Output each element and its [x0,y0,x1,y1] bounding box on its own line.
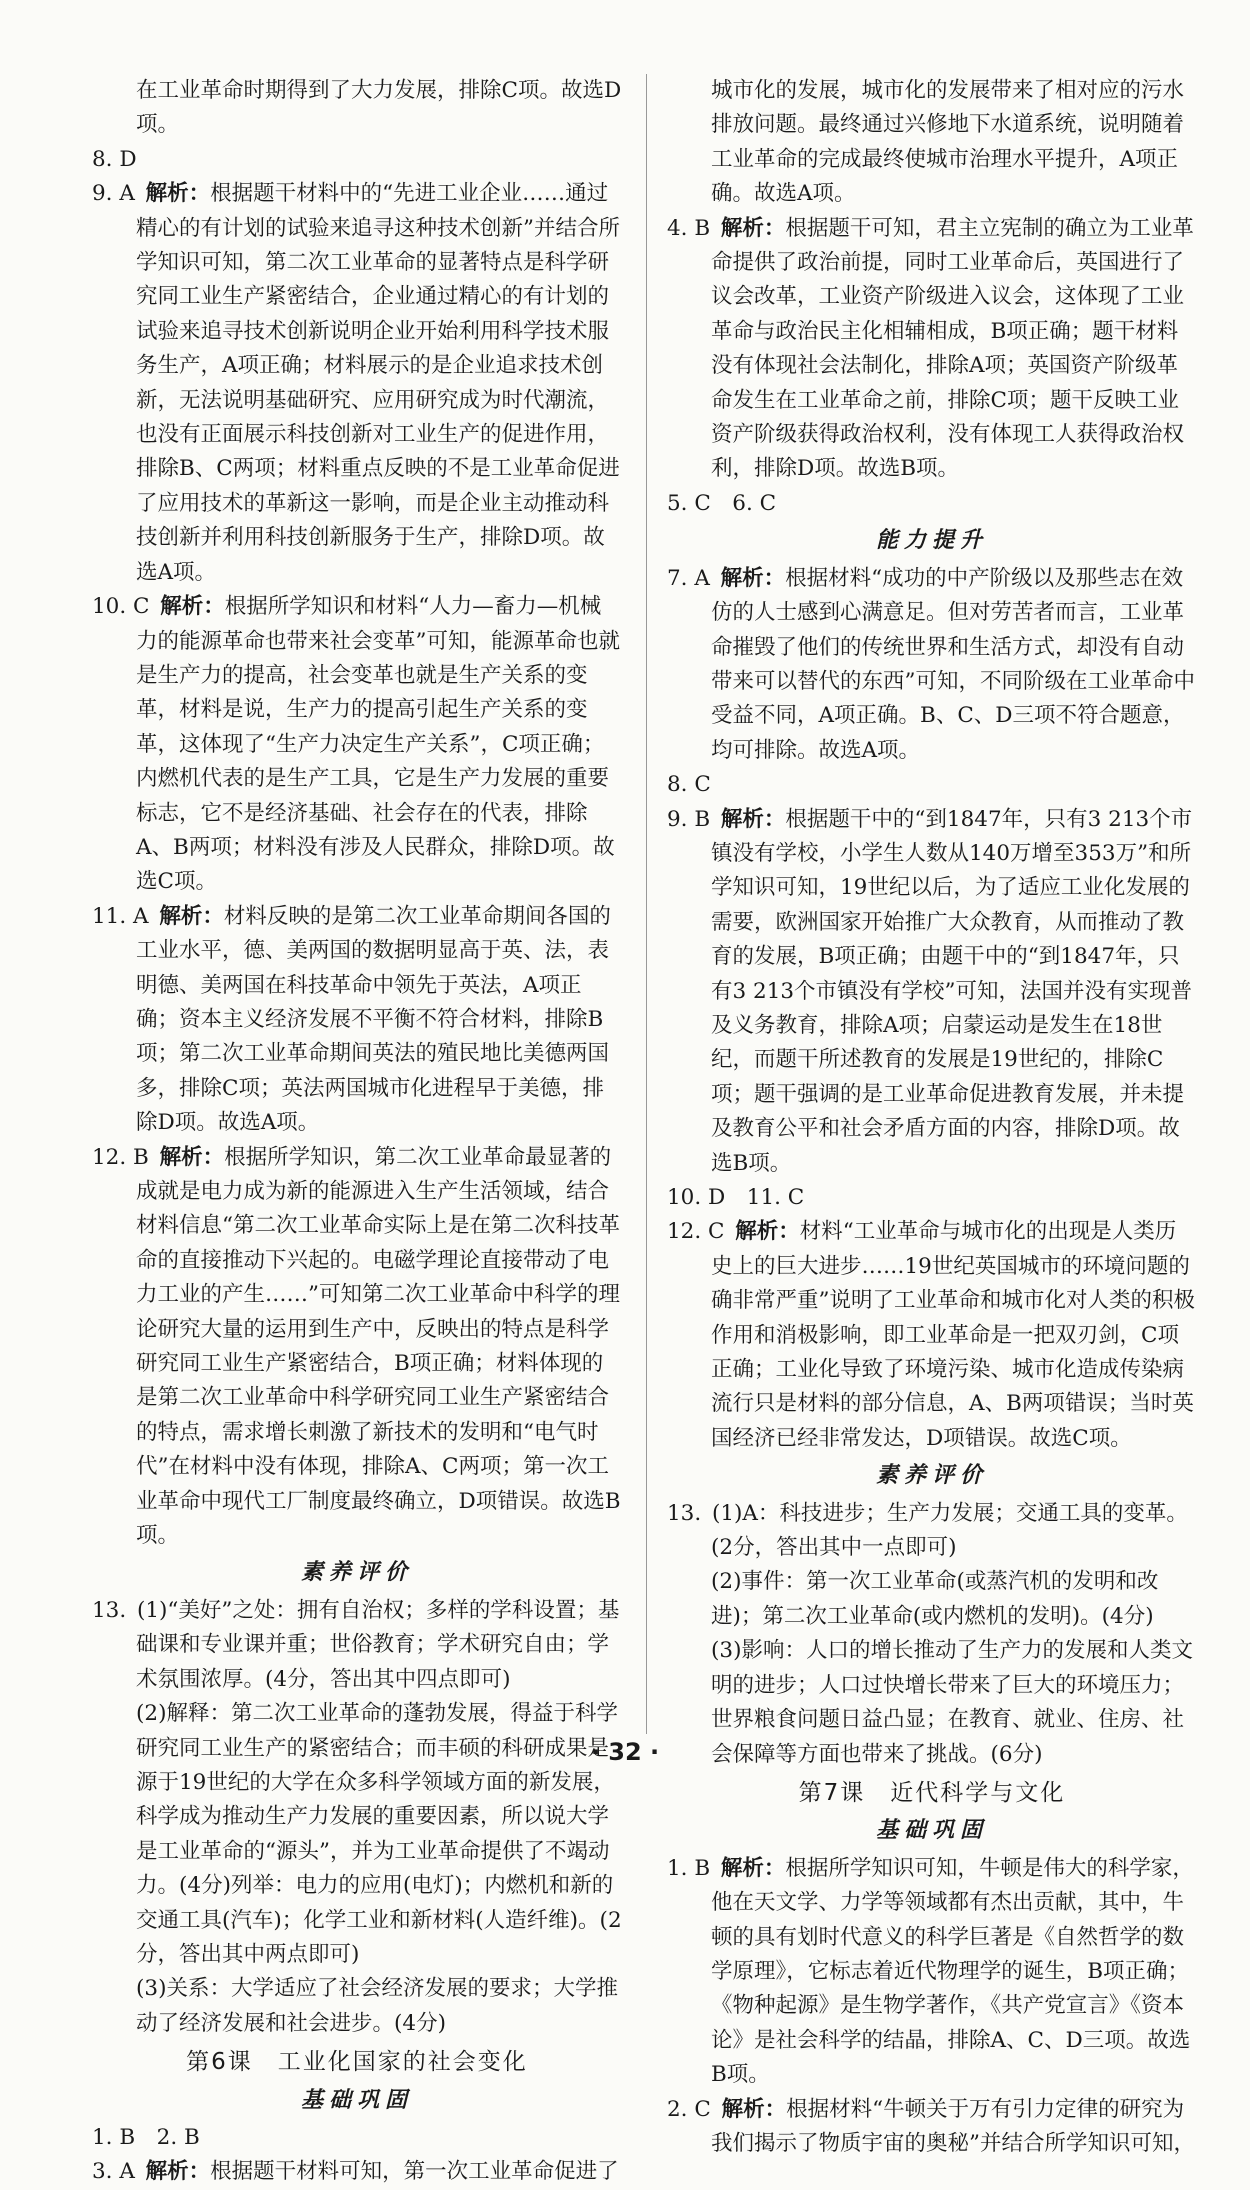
analysis-label: 解析： [145,181,211,207]
section-heading: 素养评价 [300,1560,413,1586]
analysis-label: 解析： [160,594,225,620]
analysis-label: 解析： [720,565,786,591]
answer-text: 材料反映的是第二次工业革命期间各国的工业水平，德、美两国的数据明显高于英、法，表明德、美两国在科技革命中领先于英法，A项正确；资本主义经济发展不平衡不符合材料，排除B项；第二次工业革命期间英法的殖民地比美德两国多，排除C项；英法两国城市化进程早于美德，排除D项。故选A项。 [136,903,611,1136]
analysis-label: 解析： [720,215,786,241]
answer-number: 12. B [92,1144,149,1170]
answer-number: 9. A [92,181,135,207]
answer-number: 3. A [92,2159,135,2185]
answer-text: 根据题干材料可知，第一次工业革命促进了 [210,2159,619,2185]
answer-number: 2. C [667,2096,711,2122]
answer-subpart: (2)解释：第二次工业革命的蓬勃发展，得益于科学研究同工业生产的紧密结合；而丰硕的科研成果是源于19世纪的大学在众多科学领域方面的新发展，科学成为推动生产力发展的重要因素，所以说大学是工业革命的“源头”，并为工业革命提供了不竭动力。(4分)列举：电力的应用(电灯)；内燃机和新的交通工具(汽车)；化学工业和新材料(人造纤维)。(2分，答出其中两点即可) [136,1701,622,1967]
answer-text: 根据材料“成功的中产阶级以及那些志在效仿的人士感到心满意足。但对劳苦者而言，工业革命摧毁了他们的传统世界和生活方式，却没有自动带来可以替代的东西”可知，不同阶级在工业革命中受益不同，A项正确。B、C、D三项不符合题意，均可排除。故选A项。 [711,565,1195,763]
right-column [667,74,1197,2161]
answer-item [92,590,622,900]
answer-number: 1. B [667,1855,711,1881]
analysis-label: 解析： [159,1144,225,1170]
answer-item [92,900,622,1141]
page-number: · 32 · [590,1738,660,1766]
answer-subpart: (3)影响：人口的增长推动了生产力的发展和人类文明的进步；人口过快增长带来了巨大的环境压力；世界粮食问题日益凸显；在教育、就业、住房、社会保障等方面也带来了挑战。(6分) [711,1638,1193,1767]
answer-number: 7. A [667,565,710,591]
answer-item [667,1215,1197,1456]
lesson-title: 第6课 工业化国家的社会变化 [186,2049,528,2076]
answer-number: 9. B [667,806,711,832]
answer-number: 13. [92,1597,127,1623]
answer-text: 材料“工业革命与城市化的出现是人类历史上的巨大进步……19世纪英国城市的环境问题的确非常严重”说明了工业革命和城市化对人类的积极作用和消极影响，即工业革命是一把双刃剑，C项正确；工业化导致了环境污染、城市化造成传染病流行只是材料的部分信息，A、B两项错误；当时英国经济已经非常发达，D项错误。故选C项。 [711,1219,1195,1451]
analysis-label: 解析： [720,1855,786,1881]
answer-item [667,562,1197,768]
answer-number: 4. B [667,215,711,241]
lesson-title: 第7课 近代科学与文化 [798,1779,1066,1806]
answer-number: 13. [667,1500,702,1526]
answer-item [667,1852,1197,2093]
left-column [92,74,622,2190]
analysis-label: 解析： [721,2096,787,2122]
answer-subpart: (3)关系：大学适应了社会经济发展的要求；大学推动了经济发展和社会进步。(4分) [136,1976,618,2036]
answer-item [92,177,622,590]
answer-number: 12. C [667,1219,725,1245]
answer-item: 8. C [667,772,711,798]
section-heading: 基础巩固 [300,2087,413,2113]
answer-item [92,1141,622,1554]
answer-item [667,2093,1197,2162]
column-divider [646,74,647,1734]
answer-item: 8. D [92,146,137,172]
section-heading: 基础巩固 [875,1818,988,1844]
continued-text: 在工业革命时期得到了大力发展，排除C项。故选D项。 [136,78,622,138]
analysis-label: 解析： [735,1219,800,1245]
analysis-label: 解析： [145,2159,211,2185]
answer-text: 根据题干中的“到1847年，只有3 213个市镇没有学校，小学生人数从140万增至353万”和所学知识可知，19世纪以后，为了适应工业化发展的需要，欧洲国家开始推广大众教育，从而推动了教育的发展，B项正确；由题干中的“到1847年，只有3 213个市镇没有学校”可知，法国并没有实现普及义务教育，排除A项；启蒙运动是发生在18世纪，而题干所述教育的发展是19世纪的，排除C项；题干强调的是工业革命促进教育发展，并未提及教育公平和社会矛盾方面的内容，排除D项。故选B项。 [711,806,1193,1176]
answer-text: (1)A：科技进步；生产力发展；交通工具的变革。(2分，答出其中一点即可) [711,1500,1188,1561]
answer-text: 根据材料“牛顿关于万有引力定律的研究为我们揭示了物质宇宙的奥秘”并结合所学知识可知， [711,2096,1195,2156]
answer-subpart: (2)事件：第一次工业革命(或蒸汽机的发明和改进)；第二次工业革命(或内燃机的发明)。(4分) [711,1569,1159,1629]
answer-item: 1. B 2. B [92,2124,200,2150]
answer-number: 11. A [92,903,149,929]
answer-item: 5. C 6. C [667,490,777,516]
answer-item [92,1594,622,1697]
section-heading: 素养评价 [875,1463,988,1489]
answer-number: 10. C [92,594,150,620]
answer-item [667,1497,1197,1566]
section-heading: 能力提升 [875,528,988,554]
answer-text: 根据所学知识和材料“人力—畜力—机械力的能源革命也带来社会变革”可知，能源革命也就是生产力的提高，社会变革也就是生产关系的变革，材料是说，生产力的提高引起生产关系的变革，这体现了“生产力决定生产关系”，C项正确；内燃机代表的是生产工具，它是生产力发展的重要标志，它不是经济基础、社会存在的代表，排除A、B两项；材料没有涉及人民群众，排除D项。故选C项。 [136,594,620,895]
answer-item [667,803,1197,1181]
analysis-label: 解析： [159,903,224,929]
answer-text: 根据所学知识可知，牛顿是伟大的科学家，他在天文学、力学等领域都有杰出贡献，其中，牛顿的具有划时代意义的科学巨著是《自然哲学的数学原理》，它标志着近代物理学的诞生，B项正确；《物种起源》是生物学著作，《共产党宣言》《资本论》是社会科学的结晶，排除A、C、D三项。故选B项。 [711,1855,1194,2088]
analysis-label: 解析： [720,806,786,832]
answer-text: 根据题干可知，君主立宪制的确立为工业革命提供了政治前提，同时工业革命后，英国进行了议会改革，工业资产阶级进入议会，这体现了工业革命与政治民主化相辅相成，B项正确；题干材料没有体现社会法制化，排除A项；英国资产阶级革命发生在工业革命之前，排除C项；题干反映工业资产阶级获得政治权利，没有体现工人获得政治权利，排除D项。故选B项。 [711,215,1194,482]
answer-text: 根据题干材料中的“先进工业企业……通过精心的有计划的试验来追寻这种技术创新”并结合所学知识可知，第二次工业革命的显著特点是科学研究同工业生产紧密结合，企业通过精心的有计划的试验来追寻技术创新说明企业开始利用科学技术服务生产，A项正确；材料展示的是企业追求技术创新，无法说明基础研究、应用研究成为时代潮流，也没有正面展示科技创新对工业生产的促进作用，排除B、C两项；材料重点反映的不是工业革命促进了应用技术的革新这一影响，而是企业主动推动科技创新并利用科技创新服务于生产，排除D项。故选A项。 [136,181,620,585]
continued-text: 城市化的发展，城市化的发展带来了相对应的污水排放问题。最终通过兴修地下水道系统，说明随着工业革命的完成最终使城市治理水平提升，A项正确。故选A项。 [711,78,1185,207]
answer-item [92,2155,622,2189]
answer-item: 10. D 11. C [667,1185,805,1210]
answer-text: 根据所学知识，第二次工业革命最显著的成就是电力成为新的能源进入生产生活领域，结合材料信息“第二次工业革命实际上是在第二次科技革命的直接推动下兴起的。电磁学理论直接带动了电力工业的产生……”可知第二次工业革命中科学的理论研究大量的运用到生产中，反映出的特点是科学研究同工业生产紧密结合，B项正确；材料体现的是第二次工业革命中科学研究同工业生产紧密结合的特点，需求增长刺激了新技术的发明和“电气时代”在材料中没有体现，排除A、C两项；第一次工业革命中现代工厂制度最终确立，D项错误。故选B项。 [136,1144,621,1549]
answer-text: (1)“美好”之处：拥有自治权；多样的学科设置；基础课和专业课并重；世俗教育；学术研究自由；学术氛围浓厚。(4分，答出其中四点即可) [136,1597,620,1692]
answer-item [667,212,1197,487]
